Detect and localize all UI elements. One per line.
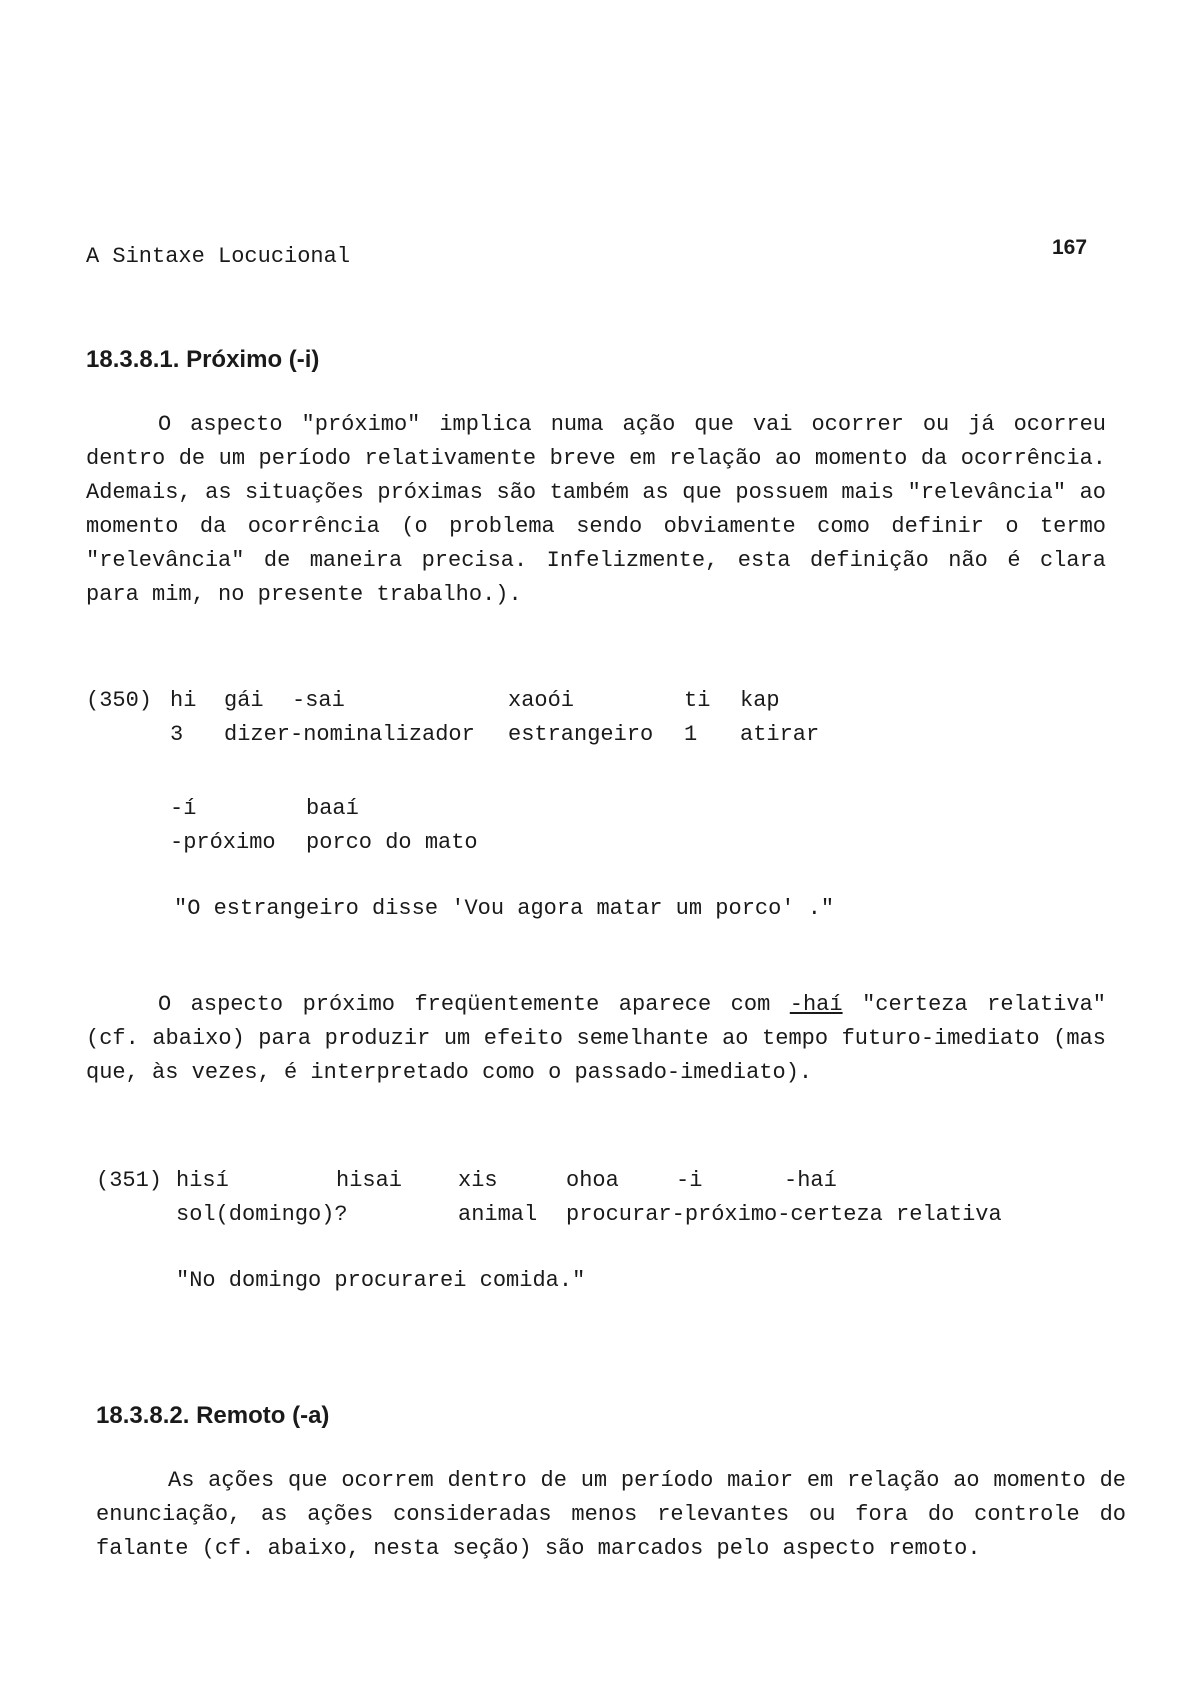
paragraph-remoto xyxy=(96,1464,1126,1566)
gloss-word: baaí xyxy=(306,796,359,821)
gloss-word: xis xyxy=(458,1168,498,1193)
example-number: (350) xyxy=(86,688,153,713)
gloss-word: -haí xyxy=(784,1168,837,1193)
gloss-word: xaoói xyxy=(508,688,575,713)
gloss-translation: sol(domingo)? xyxy=(176,1202,348,1227)
gloss-translation: porco do mato xyxy=(306,830,478,855)
gloss-translation: atirar xyxy=(740,722,820,747)
gloss-word: -i xyxy=(676,1168,703,1193)
page-number: 167 xyxy=(1052,236,1088,259)
paragraph-proximo xyxy=(86,408,1106,612)
free-translation: "O estrangeiro disse 'Vou agora matar um porco' ." xyxy=(174,896,835,921)
gloss-word: ohoa xyxy=(566,1168,619,1193)
gloss-translation: animal xyxy=(458,1202,538,1227)
gloss-word: hisai xyxy=(336,1168,403,1193)
paragraph-text: O aspecto próximo freqüentemente aparece com -haí "certeza relativa" (cf. abaixo) para produzir um efeito semelhante ao tempo futuro-imediato (mas que, às vezes, é interpretado como o passado-imediato). xyxy=(86,992,1106,1085)
paragraph-text: O aspecto "próximo" implica numa ação que vai ocorrer ou já ocorreu dentro de um período relativamente breve em relação ao momento da ocorrência. Ademais, as situações próximas são também as que possuem mais "relevância" ao momento da ocorrência (o problema sendo obviamente como definir o termo "relevância" de maneira precisa. Infelizmente, esta definição não é clara para mim, no presente trabalho.). xyxy=(86,412,1106,607)
gloss-translation: 1 xyxy=(684,722,698,747)
gloss-word: hi xyxy=(170,688,197,713)
underlined-morpheme: -haí xyxy=(789,992,843,1017)
paragraph-proximo-haí xyxy=(86,988,1106,1090)
gloss-word: kap xyxy=(740,688,780,713)
gloss-word: ti xyxy=(684,688,711,713)
gloss-translation: procurar-próximo-certeza relativa xyxy=(566,1202,1002,1227)
gloss-translation: 3 xyxy=(170,722,184,747)
section-heading-proximo: 18.3.8.1. Próximo (-i) xyxy=(86,346,320,373)
gloss-word: gái xyxy=(224,688,264,713)
gloss-word: -í xyxy=(170,796,197,821)
paragraph-text: As ações que ocorrem dentro de um período maior em relação ao momento de enunciação, as ações consideradas menos relevantes ou fora do controle do falante (cf. abaixo, nesta seção) são marcados pelo aspecto remoto. xyxy=(96,1468,1126,1561)
gloss-word: hisí xyxy=(176,1168,229,1193)
free-translation: "No domingo procurarei comida." xyxy=(176,1268,586,1293)
gloss-translation: -próximo xyxy=(170,830,276,855)
gloss-translation: estrangeiro xyxy=(508,722,654,747)
gloss-translation: dizer-nominalizador xyxy=(224,722,475,747)
section-heading-remoto: 18.3.8.2. Remoto (-a) xyxy=(96,1402,330,1429)
gloss-word: -sai xyxy=(292,688,345,713)
example-number: (351) xyxy=(96,1168,163,1193)
running-header-title: A Sintaxe Locucional xyxy=(86,244,351,269)
